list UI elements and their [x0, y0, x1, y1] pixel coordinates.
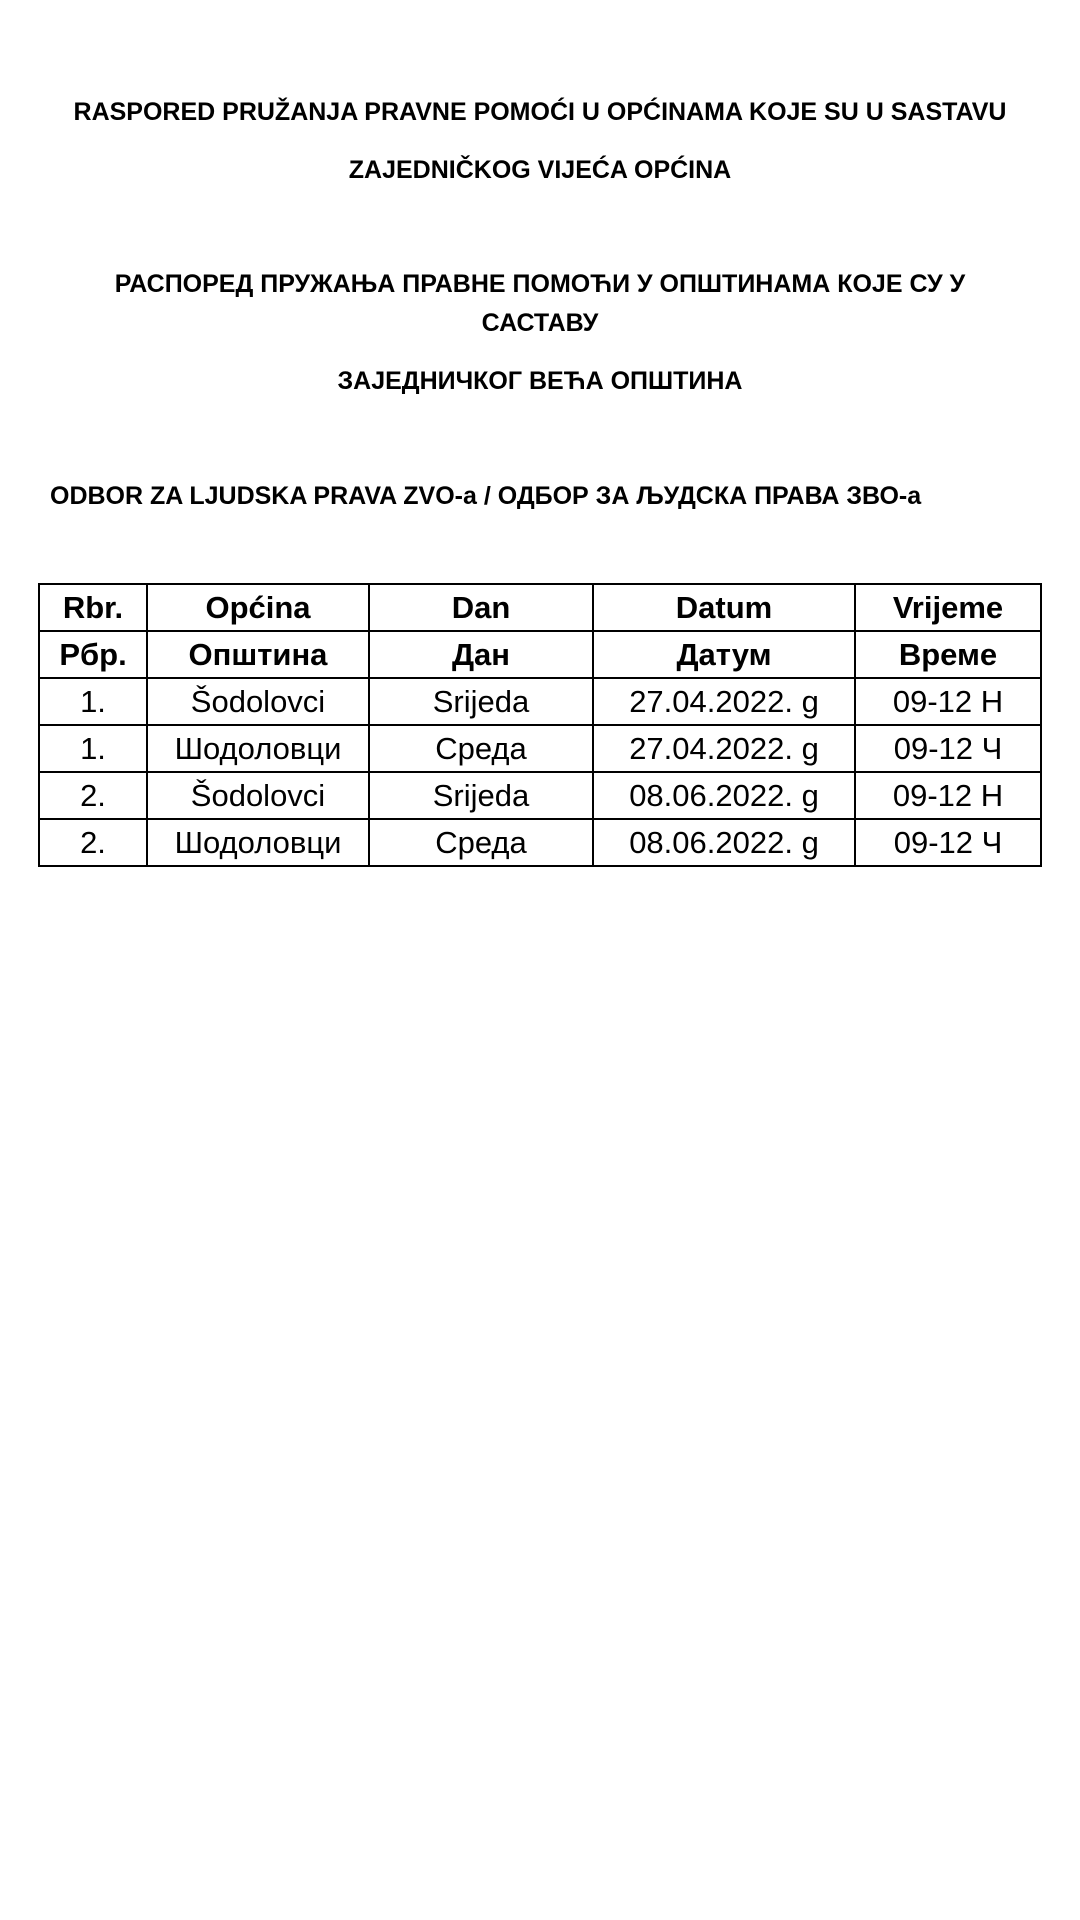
table-cell: 08.06.2022. g	[593, 819, 855, 866]
table-cell: Среда	[369, 819, 593, 866]
table-cell: 09-12 H	[855, 678, 1041, 725]
header-cell: Datum	[593, 584, 855, 631]
table-cell: 08.06.2022. g	[593, 772, 855, 819]
header-cell: Vrijeme	[855, 584, 1041, 631]
table-cell: 09-12 Ч	[855, 725, 1041, 772]
header-cell: Време	[855, 631, 1041, 678]
title-latin-line-2: ZAJEDNIČKOG VIJEĆA OPĆINA	[348, 156, 732, 184]
table-row	[39, 678, 1041, 725]
title-cyrillic-line-1: РАСПОРЕД ПРУЖАЊА ПРАВНЕ ПОМОЋИ У ОПШТИНАМА КОЈЕ СУ У	[114, 270, 966, 298]
table-cell: 09-12 H	[855, 772, 1041, 819]
table-cell: Srijeda	[369, 772, 593, 819]
header-cell: Općina	[147, 584, 369, 631]
table-cell: Srijeda	[369, 678, 593, 725]
table-cell: Среда	[369, 725, 593, 772]
title-cyrillic-line-3: ЗАЈЕДНИЧКОГ ВЕЋА ОПШТИНА	[337, 367, 743, 395]
table-cell: Šodolovci	[147, 678, 369, 725]
table-cell: 27.04.2022. g	[593, 678, 855, 725]
committee-subtitle: ODBOR ZA LJUDSKA PRAVA ZVO-a / ОДБОР ЗА ЉУДСКА ПРАВА ЗВО-а	[50, 482, 922, 510]
header-cell: Општина	[147, 631, 369, 678]
table-cell: 09-12 Ч	[855, 819, 1041, 866]
table-cell: 1.	[39, 678, 147, 725]
table-row	[39, 772, 1041, 819]
table-cell: 2.	[39, 772, 147, 819]
header-cell: Дан	[369, 631, 593, 678]
header-cell: Рбр.	[39, 631, 147, 678]
table-row	[39, 725, 1041, 772]
table-cell: 27.04.2022. g	[593, 725, 855, 772]
table-cell: 2.	[39, 819, 147, 866]
table-header-row-cyrillic	[39, 631, 1041, 678]
table-cell: Šodolovci	[147, 772, 369, 819]
header-cell: Rbr.	[39, 584, 147, 631]
table-header-row-latin	[39, 584, 1041, 631]
table-row	[39, 819, 1041, 866]
table-cell: Шодоловци	[147, 725, 369, 772]
header-cell: Датум	[593, 631, 855, 678]
title-cyrillic-line-2: САСТАВУ	[481, 309, 599, 337]
header-cell: Dan	[369, 584, 593, 631]
table-cell: 1.	[39, 725, 147, 772]
schedule-table	[38, 583, 1042, 867]
title-latin-line-1: RASPORED PRUŽANJA PRAVNE POMOĆI U OPĆINAMA KOJE SU U SASTAVU	[73, 98, 1007, 126]
table-cell: Шодоловци	[147, 819, 369, 866]
